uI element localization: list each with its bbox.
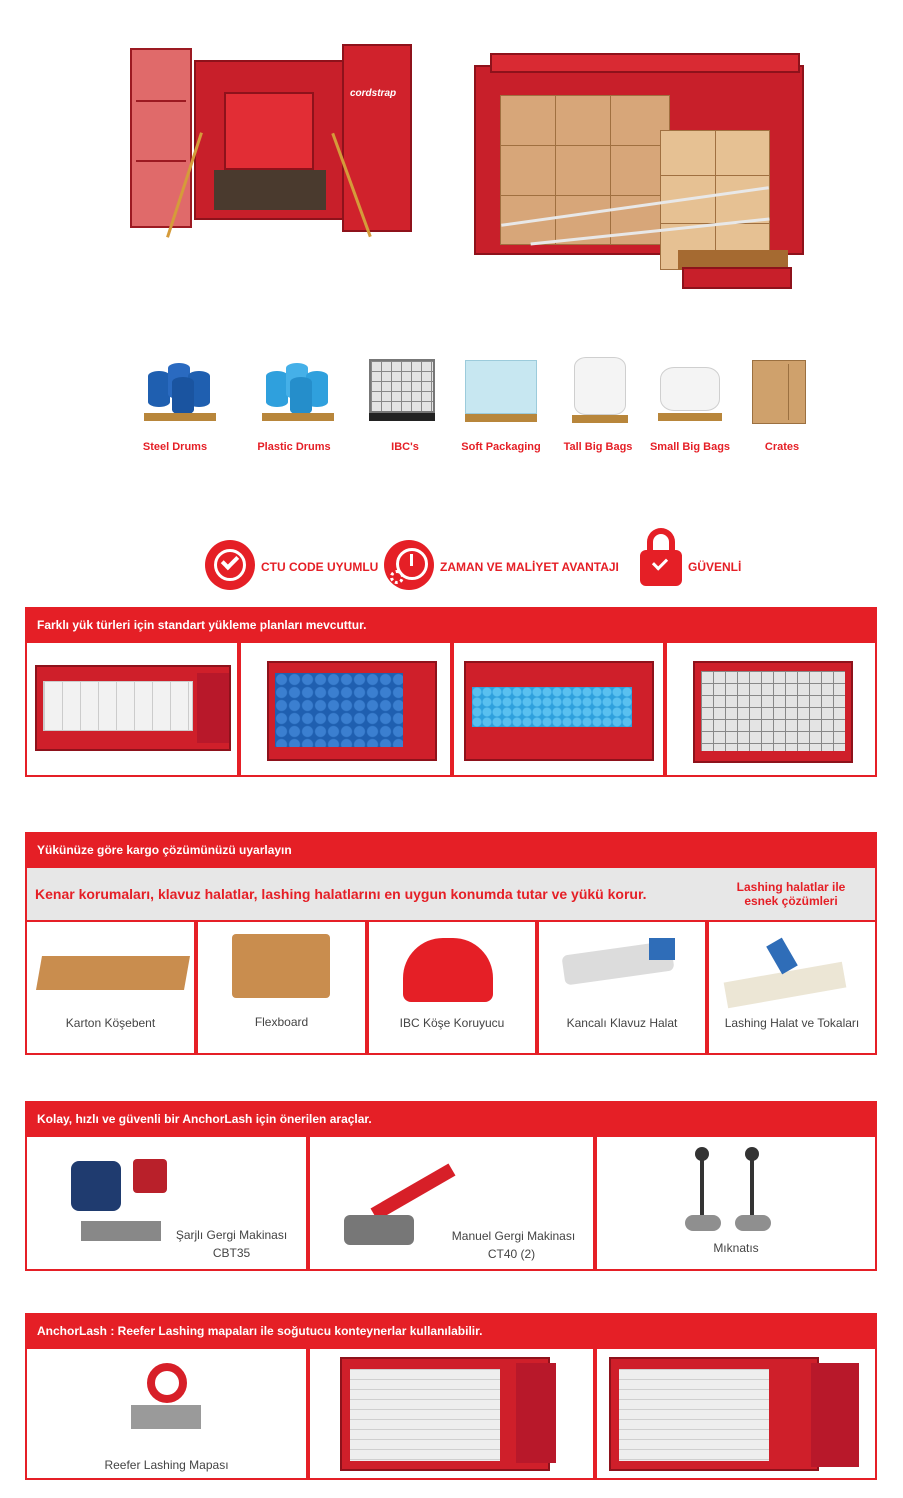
feature-ctu-code: CTU CODE UYUMLU [261,560,379,574]
section-cargo-side-title: Lashing halatlar ile esnek çözümleri [736,880,846,908]
plan-cell-steel-drums [239,643,452,777]
cargo-cell-flexboard [196,920,367,1055]
soft-packaging-icon [465,360,537,414]
section-tools-title: Kolay, hızlı ve güvenli bir AnchorLash için önerilen araçlar. [37,1112,372,1126]
cargo-label-tall-big-bags: Tall Big Bags [563,441,633,453]
cargo-cell-hook-rope [537,920,707,1055]
section-cargo-subtitle: Kenar korumaları, klavuz halatlar, lashing halatlarını en uygun konumda tutar ve yükü korur. [35,886,647,902]
plan-cell-plastic-drums [452,643,665,777]
reefer-cell-container-2 [595,1349,877,1480]
section-plans-title: Farklı yük türleri için standart yükleme planları mevcuttur. [37,618,367,632]
magnet-icon [685,1147,785,1235]
tool-cbt35-line1: Şarjlı Gergi Makinası [175,1228,288,1242]
cargo-label-small-big-bags: Small Big Bags [649,441,731,453]
plastic-drums-icon [266,361,330,416]
cargo-type-plastic-drums [258,355,338,425]
section-tools-header [25,1101,877,1137]
small-big-bag-icon [660,367,720,411]
cargo-cell-lashing [707,920,877,1055]
section-reefer-header [25,1313,877,1349]
cargo-label-ibc: IBC's [391,441,419,453]
reefer-cell-eye [25,1349,308,1480]
plan-cell-ibc [665,643,877,777]
cargo-label-ibc-corner: IBC Köşe Koruyucu [399,1016,505,1030]
crate-icon [752,360,806,424]
tool-cbt35-line2: CBT35 [212,1246,251,1260]
cargo-type-crates [750,358,810,426]
door-brand-logo: cordstrap [350,88,397,99]
flexboard-icon [232,934,330,998]
stopwatch-gears-icon [384,540,434,590]
cargo-type-small-big-bags [656,363,724,425]
left-door [130,48,192,228]
feature-time-cost: ZAMAN VE MALİYET AVANTAJI [440,560,619,574]
plan-cell-big-bags [25,643,239,777]
tool-ct40-line2: CT40 (2) [487,1247,536,1261]
tool-ct40-line1: Manuel Gergi Makinası [451,1229,576,1243]
section-cargo-title: Yükünüze göre kargo çözümünüzü uyarlayın [37,843,292,857]
cargo-label-lashing: Lashing Halat ve Tokaları [724,1016,860,1030]
battery-tensioner-icon [61,1151,171,1251]
cargo-type-ibc [367,357,439,423]
section-cargo-side-title-box [707,868,877,920]
cargo-label-soft-packaging: Soft Packaging [461,441,541,453]
cargo-label-karton: Karton Köşebent [65,1016,156,1030]
tall-big-bag-icon [574,357,626,415]
right-door [342,44,412,232]
cargo-type-tall-big-bags [568,355,632,427]
reefer-lashing-eye-icon [127,1363,207,1443]
cargo-label-crates: Crates [764,441,800,453]
reefer-item-label: Reefer Lashing Mapası [104,1458,229,1472]
cargo-cell-ibc-corner [367,920,537,1055]
cargo-label-hook-rope: Kancalı Klavuz Halat [566,1016,678,1030]
hero-loaded-container [470,45,810,295]
tool-magnet-label: Mıknatıs [713,1241,759,1255]
section-plans-header [25,607,877,643]
cargo-label-steel-drums: Steel Drums [142,441,208,453]
checkmark-badge-icon [205,540,255,590]
hero-open-container [128,40,418,240]
cargo-type-soft-packaging [463,358,541,424]
padlock-icon [640,528,682,586]
ibc-corner-protector-icon [403,938,493,1002]
tool-cell-cbt35 [25,1137,308,1271]
feature-secure: GÜVENLİ [688,560,742,574]
corner-board-icon [36,956,190,990]
reefer-cell-container-1 [308,1349,595,1480]
cargo-label-flexboard: Flexboard [254,1015,309,1029]
section-cargo-header [25,832,877,868]
section-cargo-subtitle-bar [25,868,707,920]
steel-drums-icon [148,361,212,416]
cargo-label-plastic-drums: Plastic Drums [257,441,331,453]
section-reefer-title: AnchorLash : Reefer Lashing mapaları ile soğutucu konteynerlar kullanılabilir. [37,1324,483,1338]
ibc-icon [369,359,435,413]
tool-cell-magnet [595,1137,877,1271]
cargo-type-steel-drums [140,355,220,425]
tool-cell-ct40 [308,1137,595,1271]
cargo-cell-karton [25,920,196,1055]
